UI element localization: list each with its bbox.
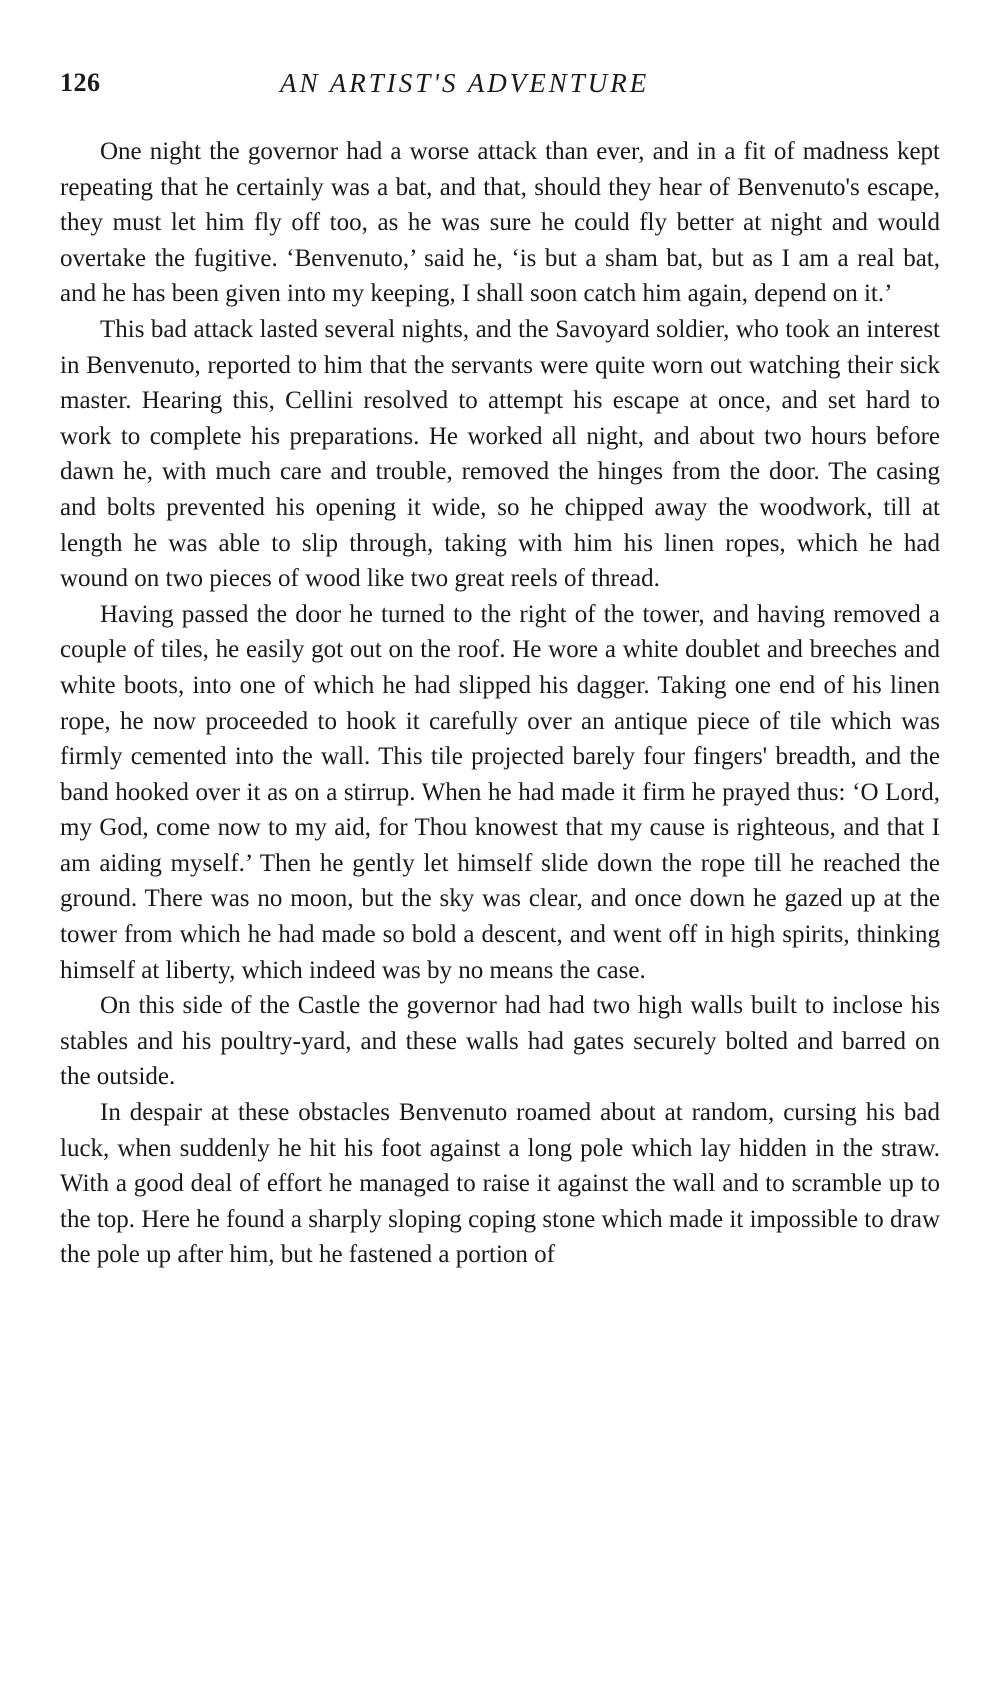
paragraph-pole: In despair at these obstacles Benvenuto roamed about at random, cursing his bad luck, when suddenly he hit his foot against a long pole which lay hidden in the straw. With a good deal of effort he managed to raise it against the wall and to scramble up to the top. Here he found a sharply sloping coping stone which made it impossible to draw the pole up after him, but he fastened a portion of: [60, 1099, 940, 1269]
running-head: [60, 68, 940, 108]
paragraph-preparations: This bad attack lasted several nights, and the Savoyard soldier, who took an interest in Benvenuto, reported to him that the servants were quite worn out watching their sick master. Hearing this, Cellini resolved to attempt his escape at once, and set hard to work to complete his preparations. He worked all night, and about two hours before dawn he, with much care and trouble, removed the hinges from the door. The casing and bolts prevented his opening it wide, so he chipped away the woodwork, till at length he was able to slip through, taking with him his linen ropes, which he had wound on two pieces of wood like two great reels of thread.: [60, 315, 940, 593]
body-text: [60, 134, 940, 1273]
paragraph-descent: Having passed the door he turned to the right of the tower, and having removed a couple of tiles, he easily got out on the roof. He wore a white doublet and breeches and white boots, into one of which he had slipped his dagger. Taking one end of his linen rope, he now proceeded to hook it carefully over an antique piece of tile which was firmly cemented into the wall. This tile projected barely four fingers' breadth, and the band hooked over it as on a stirrup. When he had made it firm he prayed thus: ‘O Lord, my God, come now to my aid, for Thou knowest that my cause is righteous, and that I am aiding myself.’ Then he gently let himself slide down the rope till he reached the ground. There was no moon, but the sky was clear, and once down he gazed up at the tower from which he had made so bold a descent, and went off in high spirits, thinking himself at liberty, which indeed was by no means the case.: [60, 600, 940, 984]
page-number: 126: [60, 68, 101, 97]
paragraph-governor-bat: One night the governor had a worse attack than ever, and in a fit of madness kept repeating that he certainly was a bat, and that, should they hear of Benvenuto's escape, they must let him fly off too, as he was sure he could fly better at night and would overtake the fugitive. ‘Benvenuto,’ said he, ‘is but a sham bat, but as I am a real bat, and he has been given into my keeping, I shall soon catch him again, depend on it.’: [60, 138, 940, 308]
running-title: AN ARTIST'S ADVENTURE: [280, 68, 650, 98]
book-page: [60, 0, 940, 1690]
paragraph-walls: On this side of the Castle the governor had had two high walls built to inclose his stables and his poultry-yard, and these walls had gates securely bolted and barred on the outside.: [60, 992, 940, 1091]
